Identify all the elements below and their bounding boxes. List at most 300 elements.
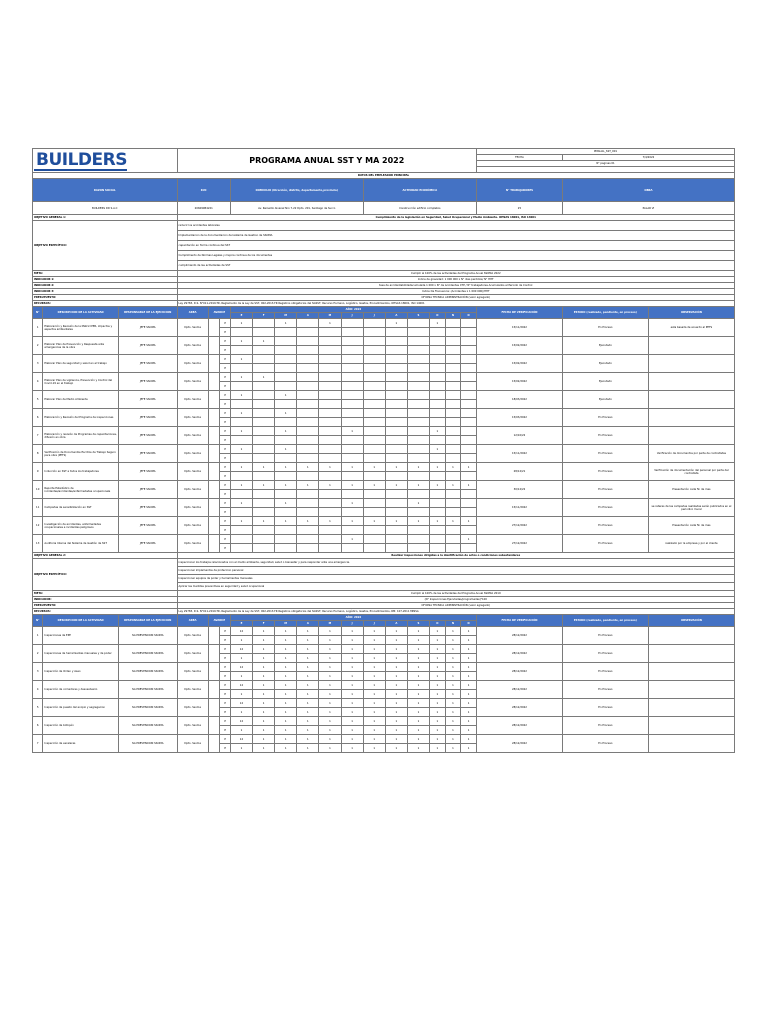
month-cell: 1 (363, 654, 385, 663)
month-cell: 1 (297, 463, 319, 472)
month-cell (445, 508, 461, 517)
month-cell (445, 472, 461, 481)
activity-estado: En Proceso (562, 681, 648, 699)
month-cell: 1 (341, 645, 363, 654)
month-cell: 1 (297, 744, 319, 753)
activity-row (33, 717, 735, 726)
month-cell (341, 544, 363, 553)
month-cell: 1 (461, 681, 477, 690)
programado-ejecutado-marker: E (220, 472, 230, 481)
month-cell (407, 337, 429, 346)
activity-responsable: JEFE SSOMA (118, 463, 177, 481)
month-cell: 1 (319, 645, 341, 654)
month-cell (363, 319, 385, 328)
month-cell: 1 (275, 672, 297, 681)
month-cell: 1 (430, 663, 446, 672)
month-cell: 1 (275, 690, 297, 699)
month-cell (430, 328, 446, 337)
month-cell (275, 373, 297, 382)
activity-description: Inspección de Orden y Aseo (43, 663, 119, 681)
month-cell: 1 (385, 744, 407, 753)
activity-fecha: 28/12/2022 (477, 627, 563, 645)
activity-description: Campañas de sensibilización en SST (43, 499, 119, 517)
month-cell (385, 544, 407, 553)
activity-row (33, 355, 735, 364)
employer-values-row (33, 202, 735, 215)
month-cell (319, 526, 341, 535)
avance-label (208, 337, 220, 355)
programado-ejecutado-marker: E (220, 508, 230, 517)
month-cell (363, 337, 385, 346)
month-cell: 1 (253, 636, 275, 645)
col-responsable-header: RESPONSABLE DE LA EJECUCION (118, 615, 177, 627)
activity-row (33, 699, 735, 708)
programado-ejecutado-marker: E (220, 744, 230, 753)
activity-observacion (648, 699, 734, 717)
month-cell: 1 (341, 627, 363, 636)
month-cell: 1 (319, 636, 341, 645)
month-cell: 1 (407, 636, 429, 645)
employer-section-title: DATOS DEL EMPLEADOR PRINCIPAL (33, 173, 735, 179)
month-cell: 1 (319, 726, 341, 735)
programado-ejecutado-marker: P (220, 463, 230, 472)
month-cell (407, 436, 429, 445)
month-cell (297, 508, 319, 517)
activity-area: Dpto. Ssoma (177, 499, 208, 517)
month-cell: 1 (319, 319, 341, 328)
indicador-value: (N° Inspecciones Ejecutadas/programadas)*100 (177, 597, 734, 603)
activity-area: Dpto. Ssoma (177, 663, 208, 681)
month-cell (445, 346, 461, 355)
month-cell (461, 445, 477, 454)
month-cell: 1 (363, 735, 385, 744)
month-cell (319, 544, 341, 553)
month-cell (363, 499, 385, 508)
month-cell (430, 400, 446, 409)
month-cell (407, 409, 429, 418)
indicador-1-label: INDICADOR 1: (33, 277, 178, 283)
month-cell: 1 (297, 699, 319, 708)
month-cell (275, 346, 297, 355)
month-cell (461, 346, 477, 355)
month-cell (230, 346, 252, 355)
ruc-header: RUC (177, 179, 230, 202)
month-cell (445, 373, 461, 382)
month-cell: 1 (385, 699, 407, 708)
ruc-value: 20609984221 (177, 202, 230, 215)
month-cell (297, 490, 319, 499)
month-cell (341, 445, 363, 454)
activity-estado: En Proceso (562, 535, 648, 553)
objetivo-especifico-item: Implementacion de la documentacion del sistema de Gestion de SSOMA (177, 231, 734, 241)
actividad-header: ACTIVIDAD ECONÓMICA (363, 179, 476, 202)
month-cell: 1 (253, 681, 275, 690)
col-anio-header: AÑO: 2022 (230, 615, 476, 621)
month-cell (385, 445, 407, 454)
month-header: A (385, 313, 407, 319)
month-cell: 1 (445, 672, 461, 681)
month-cell: 1 (430, 735, 446, 744)
month-cell: 1 (363, 636, 385, 645)
month-cell (407, 319, 429, 328)
month-cell (461, 490, 477, 499)
month-cell: 1 (319, 735, 341, 744)
month-cell (445, 544, 461, 553)
month-cell (275, 436, 297, 445)
month-cell (253, 355, 275, 364)
month-cell (230, 526, 252, 535)
month-cell: 1 (407, 627, 429, 636)
activity-fecha: 28/12/21 (477, 463, 563, 481)
month-cell (319, 355, 341, 364)
activity-description: Elaborar Plan de Medio Ambiente (43, 391, 119, 409)
month-cell (253, 364, 275, 373)
month-cell: 1 (461, 627, 477, 636)
month-cell: 1 (341, 636, 363, 645)
month-cell: 1 (407, 717, 429, 726)
month-cell (461, 337, 477, 346)
activity-area: Dpto. Ssoma (177, 735, 208, 753)
month-cell: 1 (445, 654, 461, 663)
activity-row (33, 373, 735, 382)
month-cell: 1 (363, 627, 385, 636)
programado-ejecutado-marker: P (220, 427, 230, 436)
month-cell (445, 319, 461, 328)
activity-area: Dpto. Ssoma (177, 699, 208, 717)
presupuesto-label: PRESUPUESTO: (33, 295, 178, 301)
objetivo-especifico-row (33, 559, 735, 567)
month-cell (363, 418, 385, 427)
month-cell: 1 (253, 690, 275, 699)
activity-row (33, 681, 735, 690)
month-cell: 1 (363, 717, 385, 726)
month-cell: 1 (430, 517, 446, 526)
month-cell: 1 (253, 699, 275, 708)
recursos-2-label: RECURSOS: (33, 609, 178, 615)
month-cell (407, 391, 429, 400)
month-cell: 1 (275, 481, 297, 490)
activity-fecha: 28/12/2022 (477, 735, 563, 753)
spreadsheet-document (32, 148, 735, 753)
activity-responsable: SG PREVENCION SSOMA (118, 735, 177, 753)
month-header: M (319, 621, 341, 627)
objetivo-especifico-item: Inspeccionar equipos de poder y herramientas manuales (177, 575, 734, 583)
month-cell: 1 (297, 627, 319, 636)
activity-responsable: JEFE SSOMA (118, 391, 177, 409)
programado-ejecutado-marker: E (220, 490, 230, 499)
activity-area: Dpto. Ssoma (177, 355, 208, 373)
activity-responsable: JEFE SSOMA (118, 337, 177, 355)
month-cell: 1 (430, 690, 446, 699)
month-cell (275, 418, 297, 427)
month-cell (363, 346, 385, 355)
month-cell: 1 (385, 663, 407, 672)
month-cell: 1 (430, 699, 446, 708)
month-cell: 1 (341, 744, 363, 753)
month-cell (407, 346, 429, 355)
activity-row (33, 337, 735, 346)
objetivo-especifico-label: OBJETIVO ESPECÍFICO: (33, 221, 178, 271)
month-cell (275, 364, 297, 373)
month-cell (445, 328, 461, 337)
activity-row (33, 645, 735, 654)
month-cell (253, 526, 275, 535)
col-avance-header: AVANCE (208, 307, 230, 319)
month-cell (319, 445, 341, 454)
month-cell (253, 328, 275, 337)
indicador-2-label: INDICADOR 2: (33, 283, 178, 289)
month-header: M (275, 621, 297, 627)
month-cell (341, 319, 363, 328)
activity-estado: En Proceso (562, 717, 648, 735)
activity-observacion (648, 645, 734, 663)
activity-responsable: JEFE SSOMA (118, 427, 177, 445)
month-header: N (445, 313, 461, 319)
month-cell (445, 355, 461, 364)
objetivo-especifico-item: Aplicar las medidas preventivas en seguridad y salud ocupacional (177, 583, 734, 591)
month-cell: 1 (461, 672, 477, 681)
month-cell (319, 427, 341, 436)
activity-fecha: 28/12/2022 (477, 717, 563, 735)
month-cell: 1 (253, 717, 275, 726)
month-cell (341, 364, 363, 373)
month-cell (319, 337, 341, 346)
program-table (32, 148, 735, 753)
activity-responsable: SG PREVENCION SSOMA (118, 681, 177, 699)
month-cell: 1 (385, 672, 407, 681)
month-cell (253, 499, 275, 508)
programado-ejecutado-marker: E (220, 382, 230, 391)
month-cell: 1 (385, 717, 407, 726)
activity-fecha: 15/02/2022 (477, 355, 563, 373)
month-cell: 1 (461, 535, 477, 544)
month-cell (363, 544, 385, 553)
fecha-label: FECHA (477, 155, 563, 161)
month-header: A (297, 621, 319, 627)
month-cell (430, 391, 446, 400)
month-cell (385, 409, 407, 418)
month-cell: 1 (297, 672, 319, 681)
month-cell: 1 (385, 627, 407, 636)
month-cell (319, 373, 341, 382)
activity-area: Dpto. Ssoma (177, 391, 208, 409)
month-cell (253, 319, 275, 328)
programado-ejecutado-marker: P (220, 373, 230, 382)
month-cell (430, 490, 446, 499)
month-cell: 1 (341, 726, 363, 735)
month-cell (297, 319, 319, 328)
avance-label (208, 681, 220, 699)
month-cell: 12 (230, 645, 252, 654)
domicilio-value: Av. Reinaldo Alvarez Nro 7-22 Dpto. 201, Santiago de Surco (230, 202, 363, 215)
activity-responsable: JEFE SSOMA (118, 499, 177, 517)
activity-number: 3 (33, 663, 43, 681)
month-cell (445, 400, 461, 409)
month-cell (297, 454, 319, 463)
activity-fecha: 15/11/2022 (477, 445, 563, 463)
month-header: M (275, 313, 297, 319)
avance-label (208, 391, 220, 409)
month-header: D (461, 313, 477, 319)
month-cell: 1 (385, 517, 407, 526)
month-cell (363, 526, 385, 535)
avance-label (208, 445, 220, 463)
month-cell (385, 355, 407, 364)
activity-row (33, 499, 735, 508)
month-cell: 1 (445, 627, 461, 636)
activity-responsable: SG PREVENCION SSOMA (118, 699, 177, 717)
month-header: O (430, 313, 446, 319)
activity-fecha: 28/12/2022 (477, 699, 563, 717)
activity-description: Elaboración y Revisión de la Matriz IPER, impactos y aspectos ambientales (43, 319, 119, 337)
month-cell: 1 (445, 517, 461, 526)
month-cell: 1 (253, 645, 275, 654)
programado-ejecutado-marker: P (220, 627, 230, 636)
month-cell: 1 (363, 690, 385, 699)
month-cell: 1 (385, 708, 407, 717)
month-cell (319, 382, 341, 391)
indicador-3-value: Indice De Frecuencia: (Accidentes x 1 000 000)/HHT (177, 289, 734, 295)
activity-number: 1 (33, 627, 43, 645)
month-cell (297, 346, 319, 355)
indicador-3-label: INDICADOR 3: (33, 289, 178, 295)
month-cell: 1 (230, 319, 252, 328)
month-cell: 12 (230, 735, 252, 744)
month-cell (297, 472, 319, 481)
activity-fecha: 28/12/2022 (477, 645, 563, 663)
recursos-label: RECURSOS: (33, 301, 178, 307)
month-cell (363, 427, 385, 436)
month-cell: 1 (461, 645, 477, 654)
activity-estado: En Proceso (562, 445, 648, 463)
month-cell: 1 (430, 427, 446, 436)
month-cell: 1 (297, 735, 319, 744)
month-cell: 1 (385, 690, 407, 699)
month-cell (430, 454, 446, 463)
month-cell (230, 400, 252, 409)
month-header: N (445, 621, 461, 627)
activity-area: Dpto. Ssoma (177, 535, 208, 553)
activity-row (33, 445, 735, 454)
activity-area: Dpto. Ssoma (177, 681, 208, 699)
month-cell: 1 (430, 717, 446, 726)
month-cell (297, 526, 319, 535)
month-cell: 1 (407, 481, 429, 490)
activity-fecha: 15/02/2022 (477, 337, 563, 355)
month-cell: 1 (430, 672, 446, 681)
programado-ejecutado-marker: P (220, 517, 230, 526)
month-cell: 1 (275, 699, 297, 708)
month-cell (363, 355, 385, 364)
month-cell: 1 (341, 463, 363, 472)
month-cell: 1 (341, 681, 363, 690)
month-cell (385, 382, 407, 391)
activity-description: Elaborar Plan de seguridad y salud en el trabajo (43, 355, 119, 373)
avance-label (208, 463, 220, 481)
programado-ejecutado-marker: E (220, 690, 230, 699)
programado-ejecutado-marker: P (220, 409, 230, 418)
month-cell: 1 (363, 672, 385, 681)
month-cell: 1 (430, 463, 446, 472)
month-cell (230, 472, 252, 481)
programado-ejecutado-marker: P (220, 355, 230, 364)
month-cell (253, 418, 275, 427)
activity-description: Elaborar Plan de Prevención y Respuesta ante emergencias de la obra (43, 337, 119, 355)
month-cell: 1 (385, 636, 407, 645)
month-cell: 1 (445, 663, 461, 672)
month-cell (253, 391, 275, 400)
month-cell: 1 (319, 663, 341, 672)
month-cell: 1 (341, 663, 363, 672)
month-cell: 1 (461, 726, 477, 735)
month-cell (445, 454, 461, 463)
month-cell: 1 (407, 708, 429, 717)
activity-fecha: 15/03/2022 (477, 409, 563, 427)
programado-ejecutado-marker: E (220, 654, 230, 663)
avance-label (208, 663, 220, 681)
month-cell (407, 445, 429, 454)
month-cell: 1 (461, 708, 477, 717)
month-cell: 1 (445, 463, 461, 472)
programado-ejecutado-marker: P (220, 499, 230, 508)
month-cell: 1 (445, 690, 461, 699)
activity-responsable: JEFE SSOMA (118, 355, 177, 373)
month-cell (445, 391, 461, 400)
month-cell: 1 (253, 744, 275, 753)
month-cell (385, 364, 407, 373)
activity-area: Dpto. Ssoma (177, 517, 208, 535)
month-cell: 1 (407, 699, 429, 708)
month-cell: 1 (363, 481, 385, 490)
month-cell: 1 (253, 481, 275, 490)
activity-estado: Ejecutado (562, 373, 648, 391)
month-cell (430, 508, 446, 517)
activity-fecha: 15/02/2022 (477, 373, 563, 391)
month-cell: 1 (230, 355, 252, 364)
month-cell (363, 508, 385, 517)
objetivo-general-value: Cumplimiento de la legislación en Seguridad, Salud Ocupacional y Medio Ambiente. OHSAS 18001, ISO 14001 (177, 215, 734, 221)
month-cell (230, 418, 252, 427)
month-cell: 1 (275, 445, 297, 454)
activity-number: 12 (33, 517, 43, 535)
activity-description: Elaboración y Revisión del Programa de inspecciones (43, 409, 119, 427)
month-cell: 1 (341, 690, 363, 699)
activity-number: 2 (33, 337, 43, 355)
month-cell: 1 (275, 744, 297, 753)
col-avance-header: AVANCE (208, 615, 230, 627)
objetivo-especifico-item: cumplimiento de las actividades de SST (177, 261, 734, 271)
month-cell (461, 499, 477, 508)
month-cell (430, 535, 446, 544)
programado-ejecutado-marker: E (220, 328, 230, 337)
programado-ejecutado-marker: E (220, 672, 230, 681)
month-header: O (430, 621, 446, 627)
presupuesto-2-label: PRESUPUESTO: (33, 603, 178, 609)
month-cell (341, 373, 363, 382)
month-cell (385, 346, 407, 355)
activity-description: Inducción en SST a todos los trabajadores (43, 463, 119, 481)
month-header: S (407, 621, 429, 627)
month-cell: 1 (275, 409, 297, 418)
avance-label (208, 481, 220, 499)
month-cell (253, 409, 275, 418)
month-cell: 1 (230, 726, 252, 735)
activity-number: 6 (33, 409, 43, 427)
month-cell: 1 (253, 373, 275, 382)
month-cell (363, 373, 385, 382)
month-cell: 1 (230, 672, 252, 681)
month-cell: 1 (461, 481, 477, 490)
